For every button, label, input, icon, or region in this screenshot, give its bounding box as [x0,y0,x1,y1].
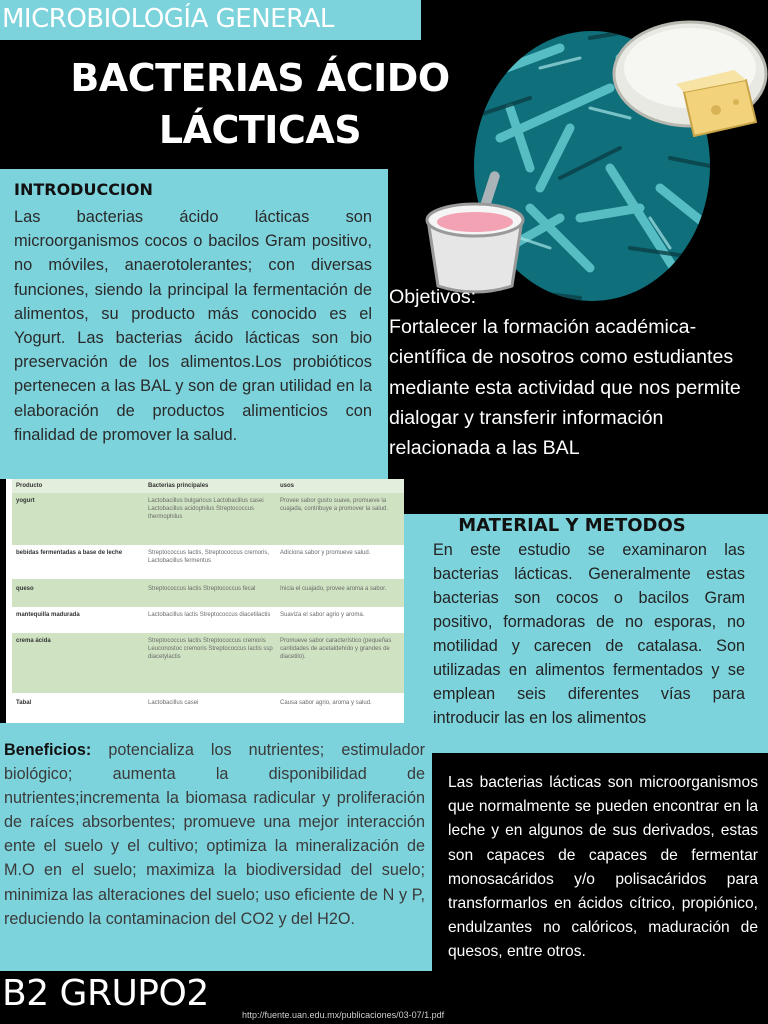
table-header-row [12,479,404,493]
material-metodos-heading: MATERIAL Y METODOS [458,515,686,536]
table-cell-use: Promueve sabor característico (pequeñas cantidades de acetaldehído y grandes de diacetilo). [280,638,392,660]
table-cell-bacteria: Streptococcus lactis Streptococcus fecal [148,586,256,592]
table-row [12,633,404,693]
objectives-section [389,282,768,463]
table-header-product: Producto [16,483,43,489]
course-title: MICROBIOLOGÍA GENERAL [2,4,334,34]
beneficios-label: Beneficios: [4,741,92,759]
table-cell-use: Inicia el cuajado, provee aroma a sabor. [280,586,387,592]
lactic-bacteria-text: Las bacterias lácticas son microorganismos que normalmente se pueden encontrar en la leche y en algunos de sus derivados, estas son capaces de capaces de fermentar monosacáridos y/o polisacáridos para transformarlos en ácidos cítrico, propiónico, endulzantes no calóricos, maduración de quesos, entre otros. [448,774,758,961]
objectives-label: Objetivos: [389,286,477,308]
table-header-uses: usos [280,483,295,489]
cheese-illustration [596,12,768,142]
group-label: B2 GRUPO2 [2,973,209,1014]
table-row [12,545,404,579]
table-cell-use: Adiciona sabor y promueve salud. [280,550,371,556]
table-cell-product: queso [16,586,34,592]
introduction-heading: INTRODUCCION [14,180,153,199]
poster-title-line2: LÁCTICAS [158,108,362,152]
beneficios-body: potencializa los nutrientes; estimulador biológico; aumenta la disponibilidad de nutrientes;incrementa la biomasa radicular y proliferación de raíces absorbentes; promueve una mejor interacción ente el suelo y el cultivo; optimiza la mineralización de M.O en el suelo; maximiza la biodiversidad del suelo; minimiza las alteraciones del suelo; uso eficiente de N y P, reduciendo la contaminacion del CO2 y del H2O. [4,741,425,928]
beneficios-text [4,738,425,931]
table-cell-bacteria: Lactobacillus lactis Streptococcus diacetilactis [148,612,271,618]
poster-title [40,52,480,156]
table-row [12,579,404,607]
table-cell-product: yogurt [16,498,35,504]
table-cell-bacteria: Lactobacillus bulgaricus Lactobacillus casei Lactobacillus acidophilus Streptococcus thermophilus [148,498,264,520]
introduction-text: Las bacterias ácido lácticas son microorganismos cocos o bacilos Gram positivo, no móviles, anaerotolerantes; con diversas funciones, siendo la principal la fermentación de alimentos, su producto más conocido es el Yogurt. Las bacterias ácido lácticas son bio preservación de los alimentos.Los probióticos pertenecen a las BAL y son de gran utilidad en la elaboración de productos alimenticios con finalidad de promover la salud. [14,208,372,444]
material-metodos-text: En este estudio se examinaron las bacterias lácticas. Generalmente estas bacterias son cocos o bacilos Gram positivo, formadoras de no esporas, no motilidad y carecen de catalasa. Son utilizadas en alimentos fermentados y se emplean seis diferentes vías para introducir las en los alimentos [433,541,745,727]
table-cell-product: crema ácida [16,638,51,644]
yogurt-cup-illustration [420,168,530,298]
objectives-text: Fortalecer la formación académica-científica de nosotros como estudiantes mediante esta actividad que nos permite dialogar y transferir información relacionada a las BAL [389,316,741,460]
table-cell-use: Causa sabor agrio, aroma y salud. [280,700,372,706]
table-cell-product: bebidas fermentadas a base de leche [16,550,123,556]
table-cell-product: mantequilla madurada [16,612,80,618]
source-link[interactable]: http://fuente.uan.edu.mx/publicaciones/03-07/1.pdf [242,1010,445,1020]
table-cell-product: Tabal [16,700,32,706]
table-cell-bacteria: Streptococcus lactis Streptococcus cremoris Leuconostoc cremoris Streptococcus lactis ssp diacetylactis [148,638,273,660]
table-cell-use: Suaviza el sabor agrio y aroma. [280,612,365,618]
poster-title-line1: BACTERIAS ÁCIDO [70,56,450,100]
table-row [12,493,404,545]
bacteria-table [6,479,404,723]
table-cell-use: Provee sabor gusto suave, promueve la cuajada, contribuye a promover la salud. [280,498,389,512]
table-row [12,693,404,723]
table-cell-bacteria: Streptococcus lactis, Streptococcus cremoris, Lactobacillus fermentus [148,550,270,564]
table-header-bacteria: Bacterias principales [148,483,209,489]
table-cell-bacteria: Lactobacillus casei [148,700,199,706]
table-row [12,607,404,633]
